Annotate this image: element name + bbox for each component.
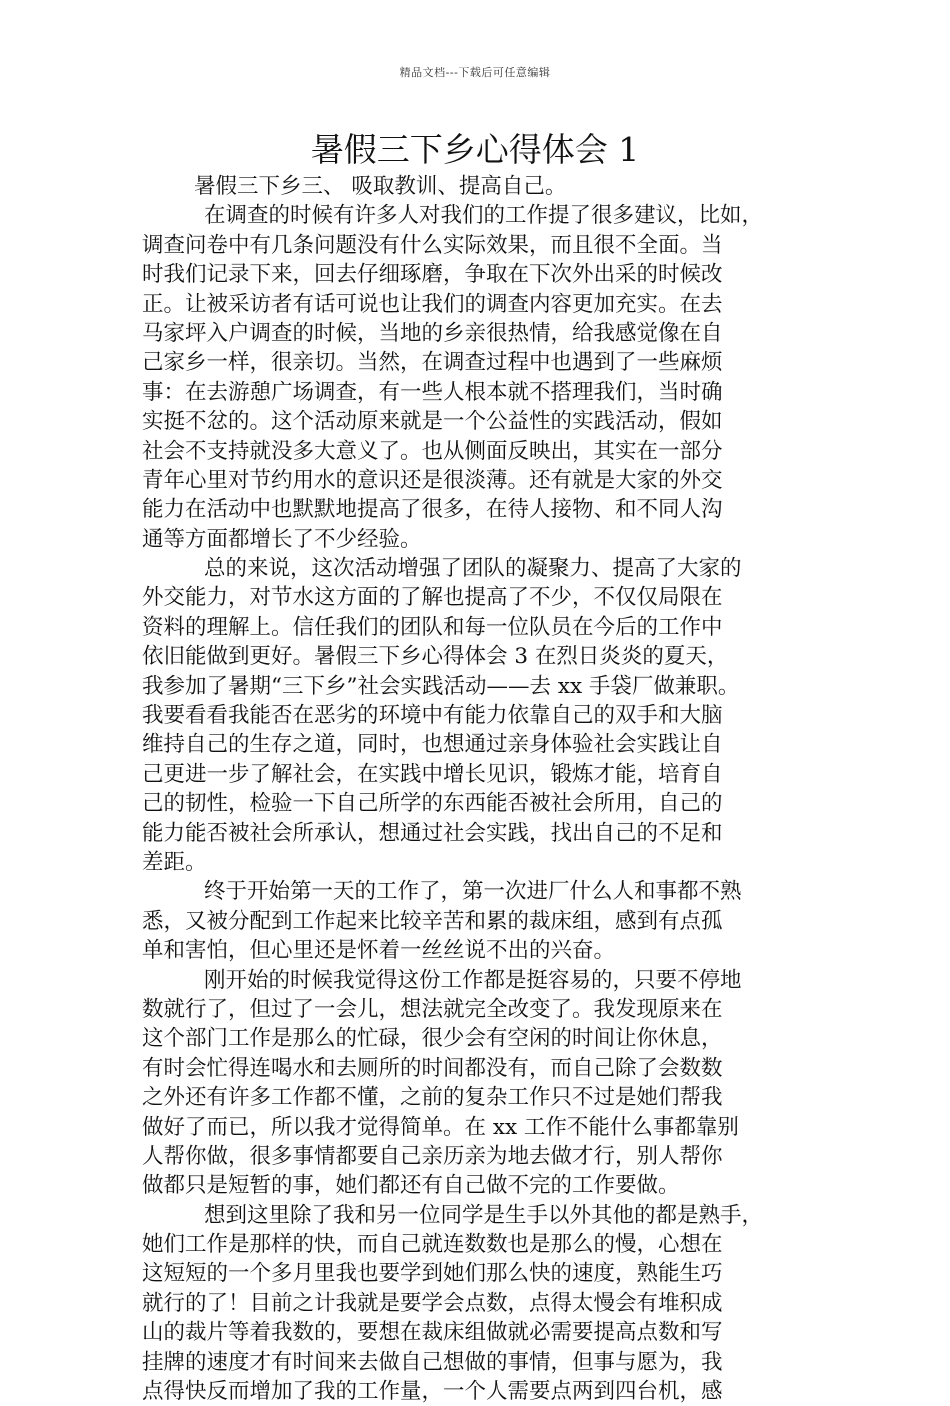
text-line: 总的来说，这次活动增强了团队的凝聚力、提高了大家的: [204, 556, 742, 582]
text-line: 青年心里对节约用水的意识还是很淡薄。还有就是大家的外交: [142, 467, 723, 493]
text-line: 点得快反而增加了我的工作量，一个人需要点两到四台机，感: [142, 1379, 723, 1405]
text-line: 做好了而已，所以我才觉得简单。在 xx 工作不能什么事都靠别: [142, 1114, 739, 1140]
text-line: 己的韧性，检验一下自己所学的东西能否被社会所用，自己的: [142, 791, 723, 817]
text-line: 实挺不忿的。这个活动原来就是一个公益性的实践活动，假如: [142, 409, 723, 435]
text-line: 时我们记录下来，回去仔细琢磨，争取在下次外出采的时候改: [142, 262, 723, 288]
text-line: 通等方面都增长了不少经验。: [142, 526, 422, 552]
text-line: 这个部门工作是那么的忙碌，很少会有空闲的时间让你休息，: [142, 1026, 723, 1052]
text-line: 就行的了！目前之计我就是要学会点数，点得太慢会有堆积成: [142, 1290, 723, 1316]
text-line: 刚开始的时候我觉得这份工作都是挺容易的，只要不停地: [204, 967, 742, 993]
text-line: 有时会忙得连喝水和去厕所的时间都没有，而自己除了会数数: [142, 1055, 723, 1081]
text-line: 马家坪入户调查的时候，当地的乡亲很热情，给我感觉像在自: [142, 320, 723, 346]
paragraph: [142, 554, 810, 877]
text-line: 数就行了，但过了一会儿，想法就完全改变了。我发现原来在: [142, 996, 723, 1022]
text-line: 己家乡一样，很亲切。当然，在调查过程中也遇到了一些麻烦: [142, 350, 723, 376]
text-line: 做都只是短暂的事，她们都还有自己做不完的工作要做。: [142, 1173, 680, 1199]
text-line: 挂牌的速度才有时间来去做自己想做的事情，但事与愿为，我: [142, 1349, 723, 1375]
text-line: 这短短的一个多月里我也要学到她们那么快的速度，熟能生巧: [142, 1261, 723, 1287]
text-line: 社会不支持就没多大意义了。也从侧面反映出，其实在一部分: [142, 438, 723, 464]
header-note: 精品文档---下载后可任意编辑: [399, 66, 551, 79]
text-line: 人帮你做，很多事情都要自己亲历亲为地去做才行，别人帮你: [142, 1143, 723, 1169]
text-line: 能力在活动中也默默地提高了很多，在待人接物、和不同人沟: [142, 497, 723, 523]
document-title: 暑假三下乡心得体会 1: [310, 130, 640, 169]
text-line: 单和害怕，但心里还是怀着一丝丝说不出的兴奋。: [142, 938, 616, 964]
paragraph: [142, 966, 810, 1201]
text-line: 我要看看我能否在恶劣的环境中有能力依靠自己的双手和大脑: [142, 703, 723, 729]
text-line: 在调查的时候有许多人对我们的工作提了很多建议，比如，: [204, 203, 764, 229]
text-line: 之外还有许多工作都不懂，之前的复杂工作只不过是她们帮我: [142, 1085, 723, 1111]
paragraph: [142, 201, 810, 554]
text-line: 想到这里除了我和另一位同学是生手以外其他的都是熟手，: [204, 1202, 764, 1228]
paragraph: [142, 877, 810, 965]
text-line: 正。让被采访者有话可说也让我们的调查内容更加充实。在去: [142, 291, 723, 317]
paragraph: [142, 1201, 810, 1406]
text-line: 外交能力，对节水这方面的了解也提高了不少，不仅仅局限在: [142, 585, 723, 611]
text-line: 山的裁片等着我数的，要想在裁床组做就必需要提高点数和写: [142, 1320, 723, 1346]
text-line: 悉，又被分配到工作起来比较辛苦和累的裁床组，感到有点孤: [142, 908, 723, 934]
text-line: 己更进一步了解社会，在实践中增长见识，锻炼才能，培育自: [142, 761, 723, 787]
text-line: 我参加了暑期“三下乡”社会实践活动——去 xx 手袋厂做兼职。: [142, 673, 740, 699]
text-line: 事：在去游憩广场调查，有一些人根本就不搭理我们，当时确: [142, 379, 723, 405]
text-line: 依旧能做到更好。暑假三下乡心得体会 3 在烈日炎炎的夏天，: [142, 644, 729, 670]
document-body: [142, 172, 810, 1406]
text-line: 差距。: [142, 849, 207, 875]
text-line: 资料的理解上。信任我们的团队和每一位队员在今后的工作中: [142, 614, 723, 640]
text-line: 维持自己的生存之道，同时，也想通过亲身体验社会实践让自: [142, 732, 723, 758]
document-subtitle: 暑假三下乡三、 吸取教训、提高自己。: [194, 174, 567, 199]
text-line: 能力能否被社会所承认，想通过社会实践，找出自己的不足和: [142, 820, 723, 846]
text-line: 调查问卷中有几条问题没有什么实际效果，而且很不全面。当: [142, 232, 723, 258]
text-line: 她们工作是那样的快，而自己就连数数也是那么的慢，心想在: [142, 1232, 723, 1258]
paragraph-list: [142, 201, 810, 1406]
text-line: 终于开始第一天的工作了，第一次进厂什么人和事都不熟: [204, 879, 742, 905]
